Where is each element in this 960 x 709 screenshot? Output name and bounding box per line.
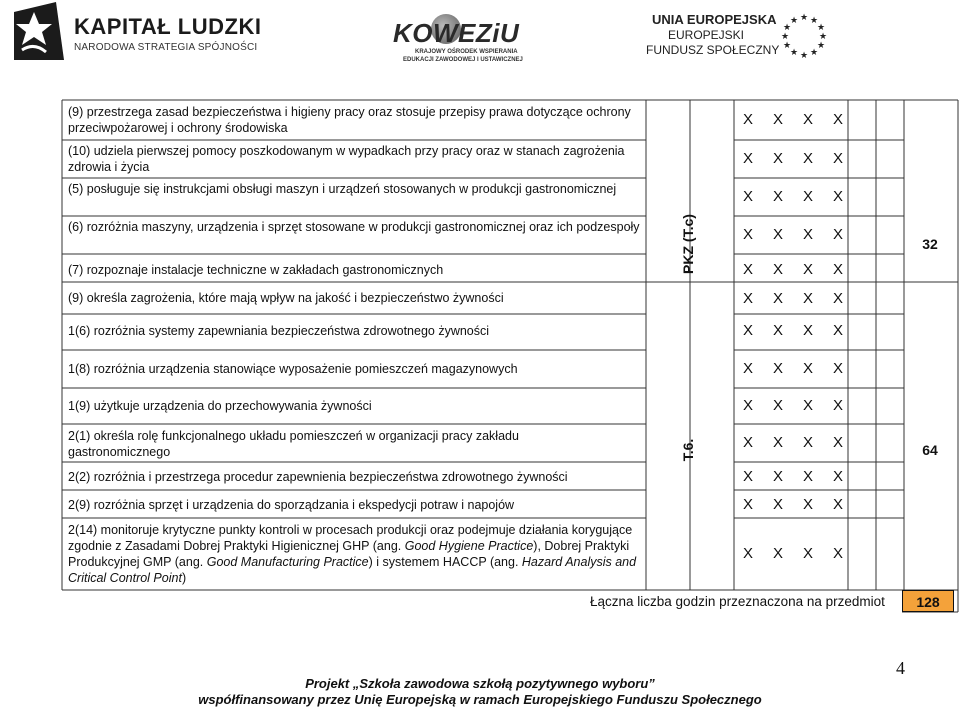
kapital-ludzki-title: KAPITAŁ LUDZKI — [74, 14, 262, 39]
row-text: 2(2) rozróżnia i przestrzega procedur zapewnienia bezpieczeństwa zdrowotnego żywności — [68, 470, 568, 484]
svg-text:★: ★ — [800, 50, 809, 60]
koweziu-line1: KRAJOWY OŚRODEK WSPIERANIA — [415, 49, 518, 55]
row-marks: X X X X — [742, 322, 843, 339]
eu-line2: EUROPEJSKI — [668, 28, 745, 42]
svg-text:★: ★ — [790, 47, 799, 57]
row-text: (7) rozpoznaje instalacje techniczne w zakładach gastronomicznych — [68, 263, 444, 277]
row-marks: X X X X — [742, 468, 843, 485]
row-text: 1(6) rozróżnia systemy zapewniania bezpieczeństwa zdrowotnego żywności — [68, 324, 490, 338]
svg-text:★: ★ — [817, 22, 826, 32]
row-marks: X X X X — [742, 397, 843, 414]
row-text: (5) posługuje się instrukcjami obsługi maszyn i urządzeń stosowanych w produkcji gastronomicznej — [68, 182, 617, 196]
row-text-part: 2(14) monitoruje krytyczne punkty kontroli w procesach produkcji oraz podejmuje działania korygujące zgodnie z Zasadami Dobrej Praktyki Higienicznej GHP (ang. — [68, 523, 633, 553]
group-hours-t6: 64 — [922, 442, 938, 458]
svg-text:★: ★ — [800, 12, 809, 22]
row-text: 2(9) rozróżnia sprzęt i urządzenia do sporządzania i ekspedycji potraw i napojów — [68, 498, 515, 512]
svg-text:★: ★ — [781, 31, 790, 41]
row-marks: X X X X — [742, 111, 843, 128]
row-marks: X X X X — [742, 226, 843, 243]
koweziu-name: KOWEZiU — [393, 18, 520, 48]
table-row — [68, 361, 640, 377]
total-hours-label: Łączna liczba godzin przeznaczona na przedmiot — [590, 594, 885, 609]
group-code-t6: T.6. — [680, 438, 696, 462]
table-row — [68, 219, 646, 235]
table-row — [68, 323, 640, 339]
row-text-part: ), Dobrej Praktyki Produkcyjnej GMP (ang. — [68, 539, 630, 569]
row-text-italic: Good Hygiene Practice — [404, 539, 534, 553]
total-hours-value: 128 — [902, 590, 954, 612]
eu-line1: UNIA EUROPEJSKA — [652, 12, 777, 27]
table-row — [68, 428, 608, 460]
row-text: (10) udziela pierwszej pomocy poszkodowanym w wypadkach przy pracy oraz w stanach zagrożenia zdrowia i życia — [68, 144, 625, 174]
row-marks: X X X X — [742, 290, 843, 307]
row-text: (9) określa zagrożenia, które mają wpływ na jakość i bezpieczeństwo żywności — [68, 291, 504, 305]
table-row — [68, 398, 640, 414]
svg-text:★: ★ — [783, 22, 792, 32]
row-text-part: ) i systemem HACCP (ang. — [368, 555, 522, 569]
eu-line3: FUNDUSZ SPOŁECZNY — [646, 43, 780, 57]
table-row — [68, 262, 640, 278]
row-text-part: ) — [181, 571, 187, 585]
table-row — [68, 104, 640, 136]
row-text: (9) przestrzega zasad bezpieczeństwa i higieny pracy oraz stosuje przepisy prawa dotyczące ochrony przeciwpożarowej i ochrony środowiska — [68, 105, 631, 135]
svg-text:★: ★ — [783, 40, 792, 50]
svg-text:★: ★ — [810, 47, 819, 57]
row-text-italic: Good Manufacturing Practice — [206, 555, 369, 569]
row-text: 1(9) użytkuje urządzenia do przechowywania żywności — [68, 399, 372, 413]
group-hours-pkz: 32 — [922, 236, 938, 252]
row-marks: X X X X — [742, 261, 843, 278]
row-marks: X X X X — [742, 434, 843, 451]
table-row — [68, 497, 640, 513]
svg-text:★: ★ — [810, 15, 819, 25]
row-text: 2(1) określa rolę funkcjonalnego układu pomieszczeń w organizacji pracy zakładu gastronomicznego — [68, 429, 519, 459]
svg-text:★: ★ — [817, 40, 826, 50]
table-row — [68, 522, 642, 586]
table-row — [68, 290, 640, 306]
row-text: 1(8) rozróżnia urządzenia stanowiące wyposażenie pomieszczeń magazynowych — [68, 362, 518, 376]
row-marks: X X X X — [742, 360, 843, 377]
footer-funding: współfinansowany przez Unię Europejską w ramach Europejskiego Funduszu Społecznego — [198, 692, 762, 707]
row-marks: X X X X — [742, 150, 843, 167]
page-number: 4 — [896, 658, 905, 678]
row-text: (6) rozróżnia maszyny, urządzenia i sprzęt stosowane w produkcji gastronomicznej oraz ich podzespoły — [68, 220, 640, 234]
koweziu-line2: EDUKACJI ZAWODOWEJ I USTAWICZNEJ — [403, 57, 523, 63]
row-text-italic: Hazard Analysis and Critical Control Point — [68, 555, 637, 585]
table-row — [68, 143, 640, 175]
svg-text:★: ★ — [790, 15, 799, 25]
kapital-ludzki-subtitle: NARODOWA STRATEGIA SPÓJNOŚCI — [74, 42, 258, 53]
svg-text:★: ★ — [819, 31, 828, 41]
footer-project: Projekt „Szkoła zawodowa szkołą pozytywnego wyboru” — [305, 676, 655, 691]
group-code-pkz: PKZ (T.c) — [680, 214, 696, 274]
table-row — [68, 181, 628, 197]
row-marks: X X X X — [742, 188, 843, 205]
table-row — [68, 469, 646, 485]
row-marks: X X X X — [742, 496, 843, 513]
row-marks: X X X X — [742, 545, 843, 562]
